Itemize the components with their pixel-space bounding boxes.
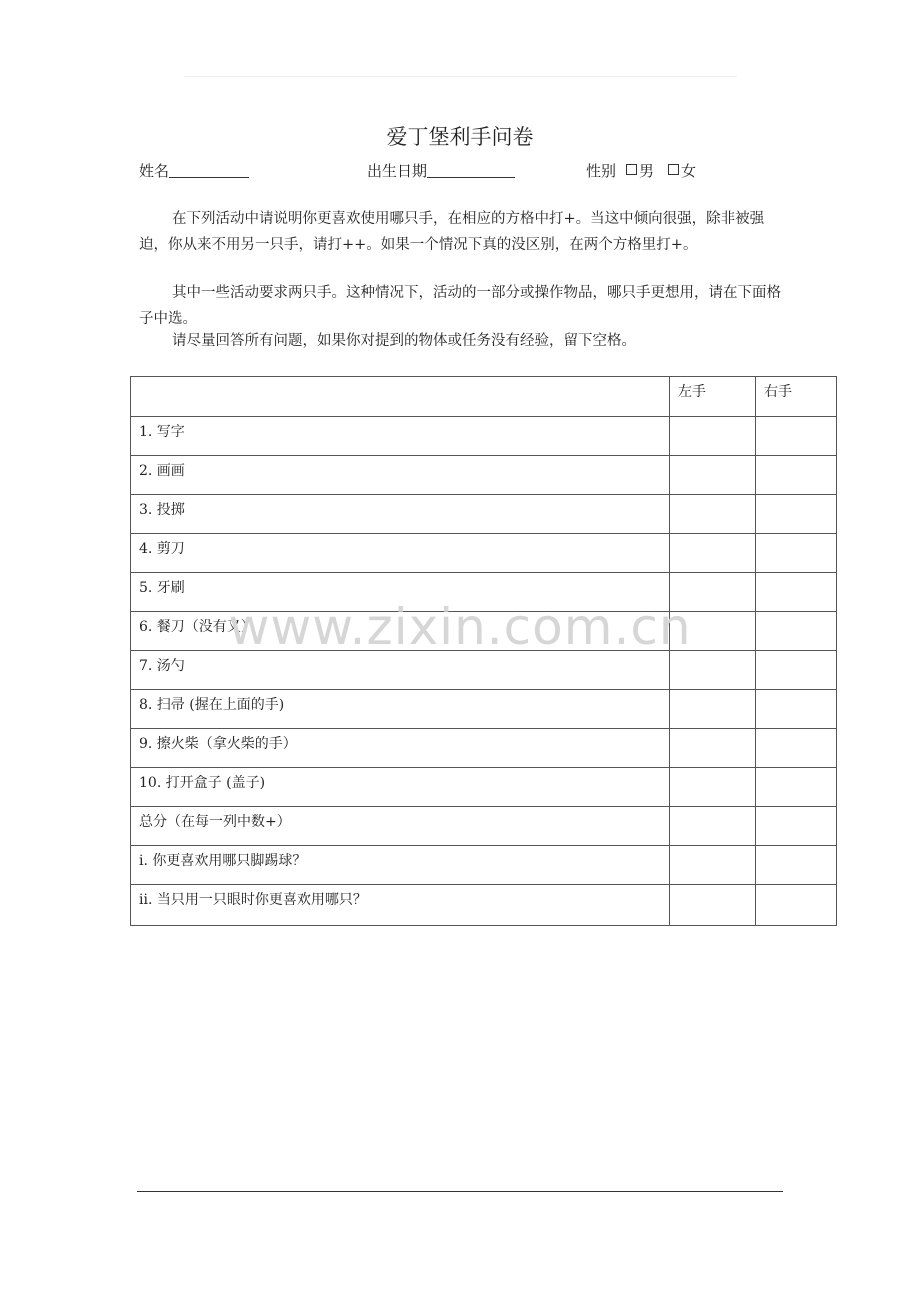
right-hand-header: 右手 — [756, 377, 837, 417]
right-hand-cell[interactable] — [756, 846, 837, 885]
table-row — [131, 534, 837, 573]
table-row — [131, 495, 837, 534]
birthdate-label: 出生日期 — [367, 162, 428, 180]
table-row — [131, 729, 837, 768]
activity-label: 总分（在每一列中数+） — [131, 807, 670, 846]
male-checkbox[interactable] — [626, 164, 637, 175]
left-hand-cell[interactable] — [670, 612, 756, 651]
activity-label: 2. 画画 — [131, 456, 670, 495]
left-hand-header: 左手 — [670, 377, 756, 417]
activity-label: 8. 扫帚 (握在上面的手) — [131, 690, 670, 729]
table-row — [131, 573, 837, 612]
table-row — [131, 768, 837, 807]
birthdate-blank[interactable] — [427, 160, 515, 178]
activity-label: 4. 剪刀 — [131, 534, 670, 573]
left-hand-cell[interactable] — [670, 651, 756, 690]
name-field[interactable] — [139, 160, 249, 181]
watermark: www.zixin.com.cn — [228, 598, 692, 656]
male-label: 男 — [639, 162, 655, 180]
right-hand-cell[interactable] — [756, 690, 837, 729]
activity-label: 9. 擦火柴（拿火柴的手） — [131, 729, 670, 768]
right-hand-cell[interactable] — [756, 807, 837, 846]
right-hand-cell[interactable] — [756, 573, 837, 612]
female-label: 女 — [681, 162, 697, 180]
left-hand-cell[interactable] — [670, 573, 756, 612]
table-row — [131, 456, 837, 495]
left-hand-cell[interactable] — [670, 534, 756, 573]
instruction-paragraph-3: 请尽量回答所有问题，如果你对提到的物体或任务没有经验，留下空格。 — [172, 333, 636, 349]
activity-label: i. 你更喜欢用哪只脚踢球？ — [131, 846, 670, 885]
info-row — [0, 160, 920, 186]
activity-label: 6. 餐刀（没有叉） — [131, 612, 670, 651]
right-hand-cell[interactable] — [756, 612, 837, 651]
table-row — [131, 651, 837, 690]
activity-label: 3. 投掷 — [131, 495, 670, 534]
right-hand-cell[interactable] — [756, 729, 837, 768]
handedness-table — [130, 376, 837, 926]
left-hand-cell[interactable] — [670, 495, 756, 534]
activity-label: 1. 写字 — [131, 417, 670, 456]
right-hand-cell[interactable] — [756, 885, 837, 926]
activity-label: 10. 打开盒子 (盖子) — [131, 768, 670, 807]
left-hand-cell[interactable] — [670, 456, 756, 495]
gender-field — [586, 160, 696, 181]
name-blank[interactable] — [169, 160, 249, 178]
left-hand-cell[interactable] — [670, 417, 756, 456]
activity-label: ii. 当只用一只眼时你更喜欢用哪只？ — [131, 885, 670, 926]
instruction-paragraph-2: 其中一些活动要求两只手。这种情况下，活动的一部分或操作物品，哪只手更想用，请在下面格子中选。 — [139, 285, 781, 327]
page-title: 爱丁堡利手问卷 — [386, 125, 534, 149]
left-hand-cell[interactable] — [670, 885, 756, 926]
left-hand-cell[interactable] — [670, 729, 756, 768]
left-hand-cell[interactable] — [670, 690, 756, 729]
instruction-paragraph-1: 在下列活动中请说明你更喜欢使用哪只手，在相应的方格中打+。当这中倾向很强，除非被强迫，你从来不用另一只手，请打++。如果一个情况下真的没区别，在两个方格里打+。 — [139, 211, 765, 253]
female-checkbox[interactable] — [668, 164, 679, 175]
table-row — [131, 807, 837, 846]
birthdate-field[interactable] — [367, 160, 515, 181]
table-row — [131, 885, 837, 926]
left-hand-cell[interactable] — [670, 846, 756, 885]
gender-label: 性别 — [586, 162, 617, 180]
table-row — [131, 690, 837, 729]
table-header-row — [131, 377, 837, 417]
activity-label: 5. 牙刷 — [131, 573, 670, 612]
right-hand-cell[interactable] — [756, 651, 837, 690]
right-hand-cell[interactable] — [756, 534, 837, 573]
header-rule — [185, 76, 737, 77]
left-hand-cell[interactable] — [670, 807, 756, 846]
activity-header-cell — [131, 377, 670, 417]
right-hand-cell[interactable] — [756, 417, 837, 456]
left-hand-cell[interactable] — [670, 768, 756, 807]
right-hand-cell[interactable] — [756, 495, 837, 534]
table-row — [131, 846, 837, 885]
activity-label: 7. 汤勺 — [131, 651, 670, 690]
right-hand-cell[interactable] — [756, 768, 837, 807]
footer-rule — [137, 1191, 783, 1192]
table-row — [131, 417, 837, 456]
table-row — [131, 612, 837, 651]
name-label: 姓名 — [139, 162, 170, 180]
right-hand-cell[interactable] — [756, 456, 837, 495]
